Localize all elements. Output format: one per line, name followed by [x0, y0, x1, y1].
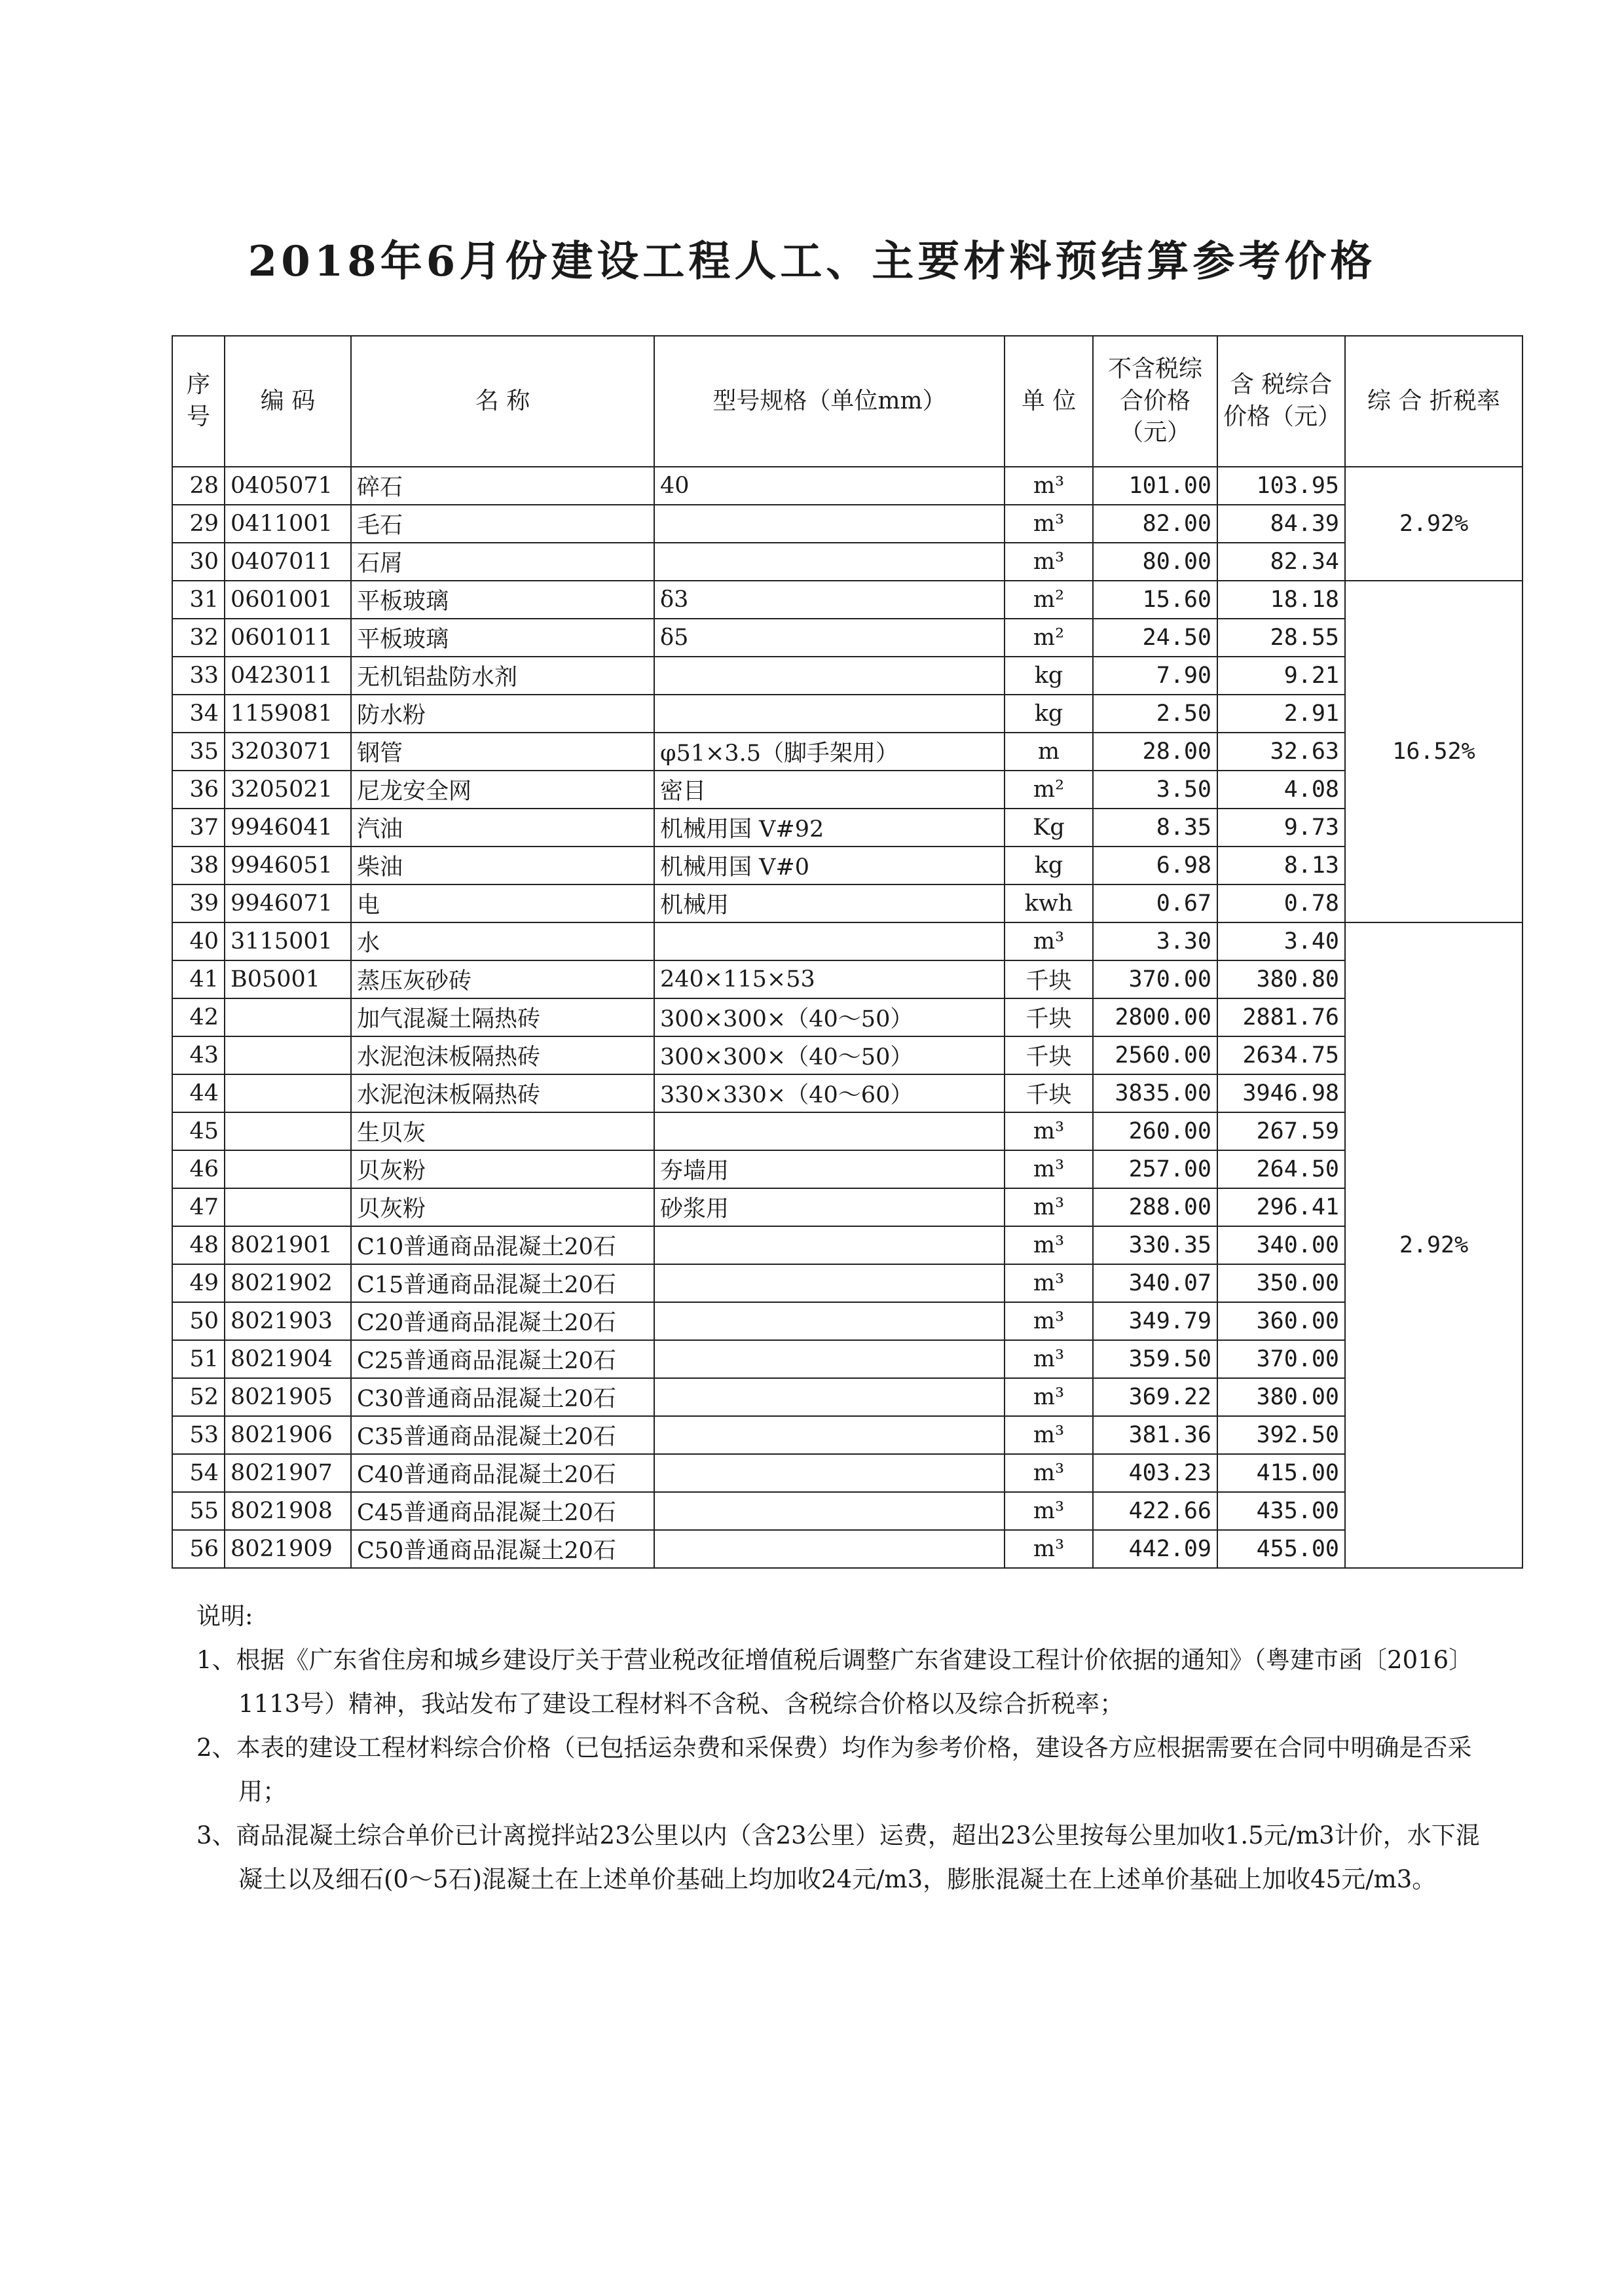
cell-name: 平板玻璃	[351, 619, 654, 657]
table-row	[172, 581, 1522, 619]
cell-price-ex-tax: 260.00	[1093, 1112, 1217, 1150]
table-row	[172, 1454, 1522, 1492]
cell-no: 53	[172, 1416, 225, 1454]
cell-unit: m³	[1005, 505, 1093, 543]
table-row	[172, 1074, 1522, 1112]
cell-price-in-tax: 380.00	[1217, 1378, 1345, 1416]
table-row	[172, 1530, 1522, 1568]
table-row	[172, 998, 1522, 1036]
note-item-1: 1、根据《广东省住房和城乡建设厅关于营业税改征增值税后调整广东省建设工程计价依据的通知》（粤建市函〔2016〕1113号）精神，我站发布了建设工程材料不含税、含税综合价格以及综合折税率；	[196, 1646, 1473, 1718]
table-row	[172, 1112, 1522, 1150]
cell-name: 毛石	[351, 505, 654, 543]
cell-spec	[654, 1492, 1005, 1530]
cell-spec: δ5	[654, 619, 1005, 657]
cell-spec	[654, 1264, 1005, 1302]
cell-spec	[654, 1416, 1005, 1454]
cell-name: 蒸压灰砂砖	[351, 960, 654, 998]
header-tax-rate: 综 合 折税率	[1345, 336, 1522, 467]
table-row	[172, 809, 1522, 847]
cell-name: 贝灰粉	[351, 1188, 654, 1226]
cell-name: 尼龙安全网	[351, 771, 654, 809]
table-row	[172, 1378, 1522, 1416]
cell-price-in-tax: 2881.76	[1217, 998, 1345, 1036]
cell-price-in-tax: 435.00	[1217, 1492, 1345, 1530]
note-item-3: 3、商品混凝土综合单价已计离搅拌站23公里以内（含23公里）运费，超出23公里按每公里加收1.5元/m3计价，水下混凝土以及细石(0～5石)混凝土在上述单价基础上均加收24元/m3，膨胀混凝土在上述单价基础上加收45元/m3。	[196, 1821, 1480, 1893]
cell-name: 石屑	[351, 543, 654, 581]
cell-unit: m³	[1005, 1530, 1093, 1568]
cell-no: 38	[172, 847, 225, 884]
cell-price-ex-tax: 2800.00	[1093, 998, 1217, 1036]
cell-unit: m³	[1005, 1454, 1093, 1492]
cell-spec	[654, 1226, 1005, 1264]
cell-no: 51	[172, 1340, 225, 1378]
cell-unit: 千块	[1005, 960, 1093, 998]
cell-price-ex-tax: 349.79	[1093, 1302, 1217, 1340]
page-title: 2018年6月份建设工程人工、主要材料预结算参考价格	[248, 237, 1376, 286]
cell-spec	[654, 1340, 1005, 1378]
cell-price-in-tax: 9.21	[1217, 657, 1345, 695]
cell-no: 47	[172, 1188, 225, 1226]
cell-price-ex-tax: 370.00	[1093, 960, 1217, 998]
cell-name: 水泥泡沫板隔热砖	[351, 1036, 654, 1074]
table-row	[172, 543, 1522, 581]
cell-unit: 千块	[1005, 998, 1093, 1036]
table-row	[172, 847, 1522, 884]
table-row	[172, 1226, 1522, 1264]
cell-price-ex-tax: 101.00	[1093, 467, 1217, 505]
cell-name: 水	[351, 922, 654, 960]
cell-price-ex-tax: 257.00	[1093, 1150, 1217, 1188]
cell-name: 贝灰粉	[351, 1150, 654, 1188]
cell-price-ex-tax: 8.35	[1093, 809, 1217, 847]
cell-code: 8021909	[225, 1530, 351, 1568]
cell-price-in-tax: 264.50	[1217, 1150, 1345, 1188]
cell-price-ex-tax: 2.50	[1093, 695, 1217, 733]
cell-spec	[654, 543, 1005, 581]
cell-code: 8021907	[225, 1454, 351, 1492]
cell-code: 8021904	[225, 1340, 351, 1378]
cell-no: 50	[172, 1302, 225, 1340]
cell-no: 52	[172, 1378, 225, 1416]
cell-price-in-tax: 2.91	[1217, 695, 1345, 733]
cell-price-ex-tax: 403.23	[1093, 1454, 1217, 1492]
cell-unit: kg	[1005, 657, 1093, 695]
cell-name: C45普通商品混凝土20石	[351, 1492, 654, 1530]
cell-unit: 千块	[1005, 1036, 1093, 1074]
note-item-2: 2、本表的建设工程材料综合价格（已包括运杂费和采保费）均作为参考价格，建设各方应根据需要在合同中明确是否采用；	[196, 1734, 1472, 1806]
table-row	[172, 657, 1522, 695]
cell-spec: 330×330×（40～60）	[654, 1074, 1005, 1112]
cell-no: 41	[172, 960, 225, 998]
cell-unit: m²	[1005, 581, 1093, 619]
cell-spec: 机械用国 V#0	[654, 847, 1005, 884]
cell-unit: m³	[1005, 1226, 1093, 1264]
cell-spec	[654, 1112, 1005, 1150]
header-name: 名 称	[351, 336, 654, 467]
cell-price-ex-tax: 369.22	[1093, 1378, 1217, 1416]
table-row	[172, 922, 1522, 960]
cell-unit: Kg	[1005, 809, 1093, 847]
table-row	[172, 505, 1522, 543]
cell-code: 9946071	[225, 884, 351, 922]
cell-price-ex-tax: 359.50	[1093, 1340, 1217, 1378]
cell-code: 9946041	[225, 809, 351, 847]
cell-code: 0405071	[225, 467, 351, 505]
table-body	[172, 467, 1522, 1568]
cell-price-ex-tax: 3835.00	[1093, 1074, 1217, 1112]
table-row	[172, 1492, 1522, 1530]
cell-unit: 千块	[1005, 1074, 1093, 1112]
cell-no: 35	[172, 733, 225, 771]
cell-no: 42	[172, 998, 225, 1036]
cell-spec	[654, 1302, 1005, 1340]
cell-price-ex-tax: 330.35	[1093, 1226, 1217, 1264]
table-row	[172, 1036, 1522, 1074]
cell-price-in-tax: 360.00	[1217, 1302, 1345, 1340]
cell-code: 0411001	[225, 505, 351, 543]
cell-code	[225, 1188, 351, 1226]
cell-price-in-tax: 82.34	[1217, 543, 1345, 581]
cell-no: 39	[172, 884, 225, 922]
table-row	[172, 1150, 1522, 1188]
cell-name: C40普通商品混凝土20石	[351, 1454, 654, 1492]
cell-price-ex-tax: 82.00	[1093, 505, 1217, 543]
cell-price-in-tax: 28.55	[1217, 619, 1345, 657]
cell-code: 0601001	[225, 581, 351, 619]
table-row	[172, 619, 1522, 657]
table-row	[172, 1188, 1522, 1226]
cell-spec: 砂浆用	[654, 1188, 1005, 1226]
cell-no: 29	[172, 505, 225, 543]
cell-price-in-tax: 3946.98	[1217, 1074, 1345, 1112]
cell-name: 钢管	[351, 733, 654, 771]
cell-price-in-tax: 392.50	[1217, 1416, 1345, 1454]
cell-price-ex-tax: 381.36	[1093, 1416, 1217, 1454]
cell-price-ex-tax: 442.09	[1093, 1530, 1217, 1568]
cell-price-ex-tax: 28.00	[1093, 733, 1217, 771]
header-price-in-tax: 含 税综合价格（元）	[1217, 336, 1345, 467]
table-row	[172, 960, 1522, 998]
header-no: 序号	[172, 336, 225, 467]
cell-code: 0601011	[225, 619, 351, 657]
cell-no: 34	[172, 695, 225, 733]
cell-unit: m³	[1005, 1378, 1093, 1416]
cell-no: 33	[172, 657, 225, 695]
cell-name: C15普通商品混凝土20石	[351, 1264, 654, 1302]
cell-no: 44	[172, 1074, 225, 1112]
cell-spec: 300×300×（40～50）	[654, 1036, 1005, 1074]
cell-spec	[654, 505, 1005, 543]
cell-code	[225, 1074, 351, 1112]
cell-no: 36	[172, 771, 225, 809]
cell-unit: m³	[1005, 1264, 1093, 1302]
cell-name: 汽油	[351, 809, 654, 847]
cell-price-in-tax: 2634.75	[1217, 1036, 1345, 1074]
table-row	[172, 467, 1522, 505]
cell-code: 0407011	[225, 543, 351, 581]
cell-code: 0423011	[225, 657, 351, 695]
cell-code: 8021906	[225, 1416, 351, 1454]
cell-code: 3203071	[225, 733, 351, 771]
cell-spec	[654, 1378, 1005, 1416]
price-table	[172, 335, 1523, 1569]
cell-spec	[654, 1454, 1005, 1492]
table-row	[172, 1340, 1522, 1378]
cell-tax-rate: 2.92%	[1345, 922, 1522, 1568]
cell-unit: m³	[1005, 1340, 1093, 1378]
table-row	[172, 884, 1522, 922]
table-row	[172, 1416, 1522, 1454]
cell-unit: m³	[1005, 543, 1093, 581]
cell-code: B05001	[225, 960, 351, 998]
cell-unit: kwh	[1005, 884, 1093, 922]
cell-name: 柴油	[351, 847, 654, 884]
table-row	[172, 1302, 1522, 1340]
cell-no: 55	[172, 1492, 225, 1530]
cell-name: 加气混凝土隔热砖	[351, 998, 654, 1036]
cell-price-in-tax: 340.00	[1217, 1226, 1345, 1264]
header-spec: 型号规格（单位mm）	[654, 336, 1005, 467]
cell-name: 平板玻璃	[351, 581, 654, 619]
cell-price-in-tax: 380.80	[1217, 960, 1345, 998]
table-row	[172, 695, 1522, 733]
cell-price-ex-tax: 24.50	[1093, 619, 1217, 657]
cell-name: 生贝灰	[351, 1112, 654, 1150]
cell-name: C25普通商品混凝土20石	[351, 1340, 654, 1378]
cell-unit: m³	[1005, 1416, 1093, 1454]
cell-price-in-tax: 18.18	[1217, 581, 1345, 619]
cell-no: 32	[172, 619, 225, 657]
cell-spec: δ3	[654, 581, 1005, 619]
notes-section	[196, 1594, 1500, 1901]
cell-price-ex-tax: 2560.00	[1093, 1036, 1217, 1074]
cell-price-ex-tax: 3.50	[1093, 771, 1217, 809]
header-code: 编 码	[225, 336, 351, 467]
cell-price-ex-tax: 340.07	[1093, 1264, 1217, 1302]
cell-spec: 夯墙用	[654, 1150, 1005, 1188]
cell-price-ex-tax: 15.60	[1093, 581, 1217, 619]
cell-price-in-tax: 415.00	[1217, 1454, 1345, 1492]
cell-no: 48	[172, 1226, 225, 1264]
cell-no: 30	[172, 543, 225, 581]
cell-price-ex-tax: 288.00	[1093, 1188, 1217, 1226]
cell-no: 45	[172, 1112, 225, 1150]
cell-no: 40	[172, 922, 225, 960]
cell-spec: 240×115×53	[654, 960, 1005, 998]
cell-tax-rate: 2.92%	[1345, 467, 1522, 581]
cell-code: 8021905	[225, 1378, 351, 1416]
cell-unit: kg	[1005, 847, 1093, 884]
cell-spec: 40	[654, 467, 1005, 505]
cell-code: 3115001	[225, 922, 351, 960]
table-row	[172, 771, 1522, 809]
cell-unit: m³	[1005, 1302, 1093, 1340]
cell-tax-rate: 16.52%	[1345, 581, 1522, 922]
cell-spec	[654, 922, 1005, 960]
cell-unit: m³	[1005, 467, 1093, 505]
cell-name: C20普通商品混凝土20石	[351, 1302, 654, 1340]
cell-name: C10普通商品混凝土20石	[351, 1226, 654, 1264]
header-price-ex-tax: 不含税综合价格（元）	[1093, 336, 1217, 467]
cell-name: C30普通商品混凝土20石	[351, 1378, 654, 1416]
cell-no: 31	[172, 581, 225, 619]
cell-name: 电	[351, 884, 654, 922]
cell-no: 49	[172, 1264, 225, 1302]
cell-name: C50普通商品混凝土20石	[351, 1530, 654, 1568]
cell-spec: φ51×3.5（脚手架用）	[654, 733, 1005, 771]
cell-price-in-tax: 8.13	[1217, 847, 1345, 884]
cell-name: 碎石	[351, 467, 654, 505]
table-row	[172, 733, 1522, 771]
cell-code	[225, 998, 351, 1036]
cell-spec: 密目	[654, 771, 1005, 809]
cell-price-ex-tax: 80.00	[1093, 543, 1217, 581]
cell-code: 1159081	[225, 695, 351, 733]
cell-price-ex-tax: 7.90	[1093, 657, 1217, 695]
cell-code	[225, 1112, 351, 1150]
cell-price-in-tax: 455.00	[1217, 1530, 1345, 1568]
cell-price-in-tax: 84.39	[1217, 505, 1345, 543]
cell-unit: kg	[1005, 695, 1093, 733]
cell-no: 56	[172, 1530, 225, 1568]
cell-price-ex-tax: 422.66	[1093, 1492, 1217, 1530]
cell-no: 28	[172, 467, 225, 505]
cell-price-in-tax: 267.59	[1217, 1112, 1345, 1150]
notes-heading: 说明:	[196, 1602, 253, 1630]
cell-spec: 300×300×（40～50）	[654, 998, 1005, 1036]
cell-code: 8021901	[225, 1226, 351, 1264]
cell-code: 8021903	[225, 1302, 351, 1340]
table-row	[172, 1264, 1522, 1302]
cell-price-in-tax: 4.08	[1217, 771, 1345, 809]
cell-price-in-tax: 370.00	[1217, 1340, 1345, 1378]
cell-code: 8021908	[225, 1492, 351, 1530]
cell-price-ex-tax: 3.30	[1093, 922, 1217, 960]
cell-spec	[654, 1530, 1005, 1568]
cell-price-in-tax: 103.95	[1217, 467, 1345, 505]
cell-price-ex-tax: 0.67	[1093, 884, 1217, 922]
cell-code: 8021902	[225, 1264, 351, 1302]
cell-unit: m³	[1005, 1188, 1093, 1226]
cell-price-in-tax: 3.40	[1217, 922, 1345, 960]
cell-no: 37	[172, 809, 225, 847]
table-header-row	[172, 336, 1522, 467]
cell-price-in-tax: 32.63	[1217, 733, 1345, 771]
cell-price-in-tax: 296.41	[1217, 1188, 1345, 1226]
cell-name: 无机铝盐防水剂	[351, 657, 654, 695]
header-unit: 单 位	[1005, 336, 1093, 467]
cell-unit: m³	[1005, 1112, 1093, 1150]
cell-no: 54	[172, 1454, 225, 1492]
cell-price-in-tax: 9.73	[1217, 809, 1345, 847]
cell-spec	[654, 695, 1005, 733]
cell-code: 9946051	[225, 847, 351, 884]
cell-price-in-tax: 0.78	[1217, 884, 1345, 922]
cell-no: 46	[172, 1150, 225, 1188]
cell-name: C35普通商品混凝土20石	[351, 1416, 654, 1454]
cell-unit: m³	[1005, 1492, 1093, 1530]
cell-code	[225, 1150, 351, 1188]
cell-code	[225, 1036, 351, 1074]
cell-code: 3205021	[225, 771, 351, 809]
cell-unit: m	[1005, 733, 1093, 771]
cell-unit: m³	[1005, 1150, 1093, 1188]
cell-spec: 机械用	[654, 884, 1005, 922]
cell-unit: m²	[1005, 771, 1093, 809]
cell-no: 43	[172, 1036, 225, 1074]
cell-unit: m³	[1005, 922, 1093, 960]
cell-name: 防水粉	[351, 695, 654, 733]
cell-spec	[654, 657, 1005, 695]
cell-spec: 机械用国 V#92	[654, 809, 1005, 847]
cell-name: 水泥泡沫板隔热砖	[351, 1074, 654, 1112]
cell-price-ex-tax: 6.98	[1093, 847, 1217, 884]
cell-price-in-tax: 350.00	[1217, 1264, 1345, 1302]
cell-unit: m²	[1005, 619, 1093, 657]
